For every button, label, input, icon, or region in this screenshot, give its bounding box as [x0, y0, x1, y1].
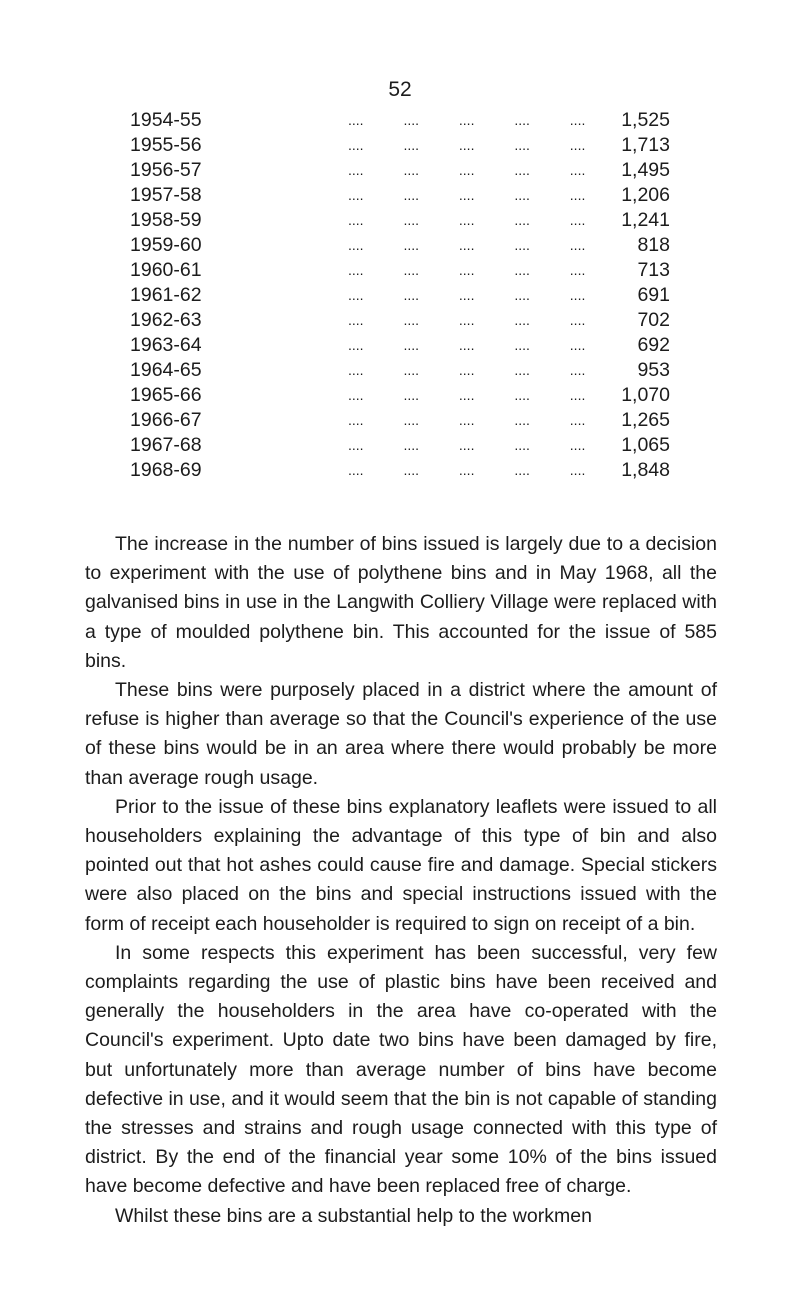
table-row	[130, 433, 670, 458]
row-year: 1955-56	[130, 134, 202, 156]
page-number: 52	[388, 78, 412, 101]
row-value: 1,065	[621, 434, 670, 456]
row-value: 702	[637, 309, 670, 331]
row-value: 713	[637, 259, 670, 281]
paragraph: Prior to the issue of these bins explanatory leaflets were issued to all householders explaining the advantage of this type of bin and also pointed out that hot ashes could cause fire and damage. Special stickers were also placed on the bins and special instructions issued with the form of receipt each householder is required to sign on receipt of a bin.	[85, 795, 717, 935]
leader-dots: .... .... .... .... ....	[348, 187, 586, 203]
leader-dots: .... .... .... .... ....	[348, 412, 586, 428]
row-value: 1,713	[621, 134, 670, 156]
row-year: 1958-59	[130, 209, 202, 231]
row-value: 1,848	[621, 459, 670, 481]
table-row	[130, 108, 670, 133]
table-row	[130, 358, 670, 383]
row-value: 1,525	[621, 109, 670, 131]
table-row	[130, 283, 670, 308]
row-value: 1,265	[621, 409, 670, 431]
table-row	[130, 333, 670, 358]
row-year: 1965-66	[130, 384, 202, 406]
row-year: 1966-67	[130, 409, 202, 431]
paragraph: The increase in the number of bins issued is largely due to a decision to experiment with the use of polythene bins and in May 1968, all the galvanised bins in use in the Langwith Colliery Village were replaced with a type of moulded polythene bin. This accounted for the issue of 585 bins.	[85, 533, 717, 672]
table-row	[130, 208, 670, 233]
row-year: 1957-58	[130, 184, 202, 206]
body-text	[85, 530, 717, 1231]
leader-dots: .... .... .... .... ....	[348, 212, 586, 228]
bins-issued-table	[130, 108, 670, 483]
leader-dots: .... .... .... .... ....	[348, 437, 586, 453]
leader-dots: .... .... .... .... ....	[348, 387, 586, 403]
row-value: 691	[637, 284, 670, 306]
row-year: 1956-57	[130, 159, 202, 181]
table-row	[130, 408, 670, 433]
row-year: 1960-61	[130, 259, 202, 281]
leader-dots: .... .... .... .... ....	[348, 312, 586, 328]
leader-dots: .... .... .... .... ....	[348, 137, 586, 153]
leader-dots: .... .... .... .... ....	[348, 262, 586, 278]
leader-dots: .... .... .... .... ....	[348, 287, 586, 303]
row-year: 1968-69	[130, 459, 202, 481]
row-value: 1,495	[621, 159, 670, 181]
row-value: 1,206	[621, 184, 670, 206]
leader-dots: .... .... .... .... ....	[348, 462, 586, 478]
row-year: 1963-64	[130, 334, 202, 356]
row-year: 1962-63	[130, 309, 202, 331]
table-row	[130, 258, 670, 283]
row-value: 818	[637, 234, 670, 256]
leader-dots: .... .... .... .... ....	[348, 162, 586, 178]
leader-dots: .... .... .... .... ....	[348, 337, 586, 353]
table-row	[130, 158, 670, 183]
leader-dots: .... .... .... .... ....	[348, 362, 586, 378]
paragraph: These bins were purposely placed in a district where the amount of refuse is higher than average so that the Council's experience of the use of these bins would be in an area where there would probably be more than average rough usage.	[85, 679, 717, 789]
row-year: 1961-62	[130, 284, 202, 306]
leader-dots: .... .... .... .... ....	[348, 112, 586, 128]
row-year: 1959-60	[130, 234, 202, 256]
table-row	[130, 183, 670, 208]
table-row	[130, 458, 670, 483]
leader-dots: .... .... .... .... ....	[348, 237, 586, 253]
row-value: 953	[637, 359, 670, 381]
row-value: 692	[637, 334, 670, 356]
row-year: 1954-55	[130, 109, 202, 131]
row-year: 1964-65	[130, 359, 202, 381]
paragraph: Whilst these bins are a substantial help to the workmen	[115, 1204, 592, 1227]
table-row	[130, 233, 670, 258]
table-row	[130, 308, 670, 333]
row-year: 1967-68	[130, 434, 202, 456]
row-value: 1,070	[621, 384, 670, 406]
paragraph: In some respects this experiment has been successful, very few complaints regarding the use of plastic bins have been received and generally the householders in the area have co-operated with the Council's experiment. Upto date two bins have been damaged by fire, but unfortunately more than average number of bins have become defective in use, and it would seem that the bin is not capable of standing the stresses and strains and rough usage connected with this type of district. By the end of the financial year some 10% of the bins issued have become defective and have been replaced free of charge.	[85, 941, 717, 1198]
table-row	[130, 383, 670, 408]
table-row	[130, 133, 670, 158]
row-value: 1,241	[621, 209, 670, 231]
